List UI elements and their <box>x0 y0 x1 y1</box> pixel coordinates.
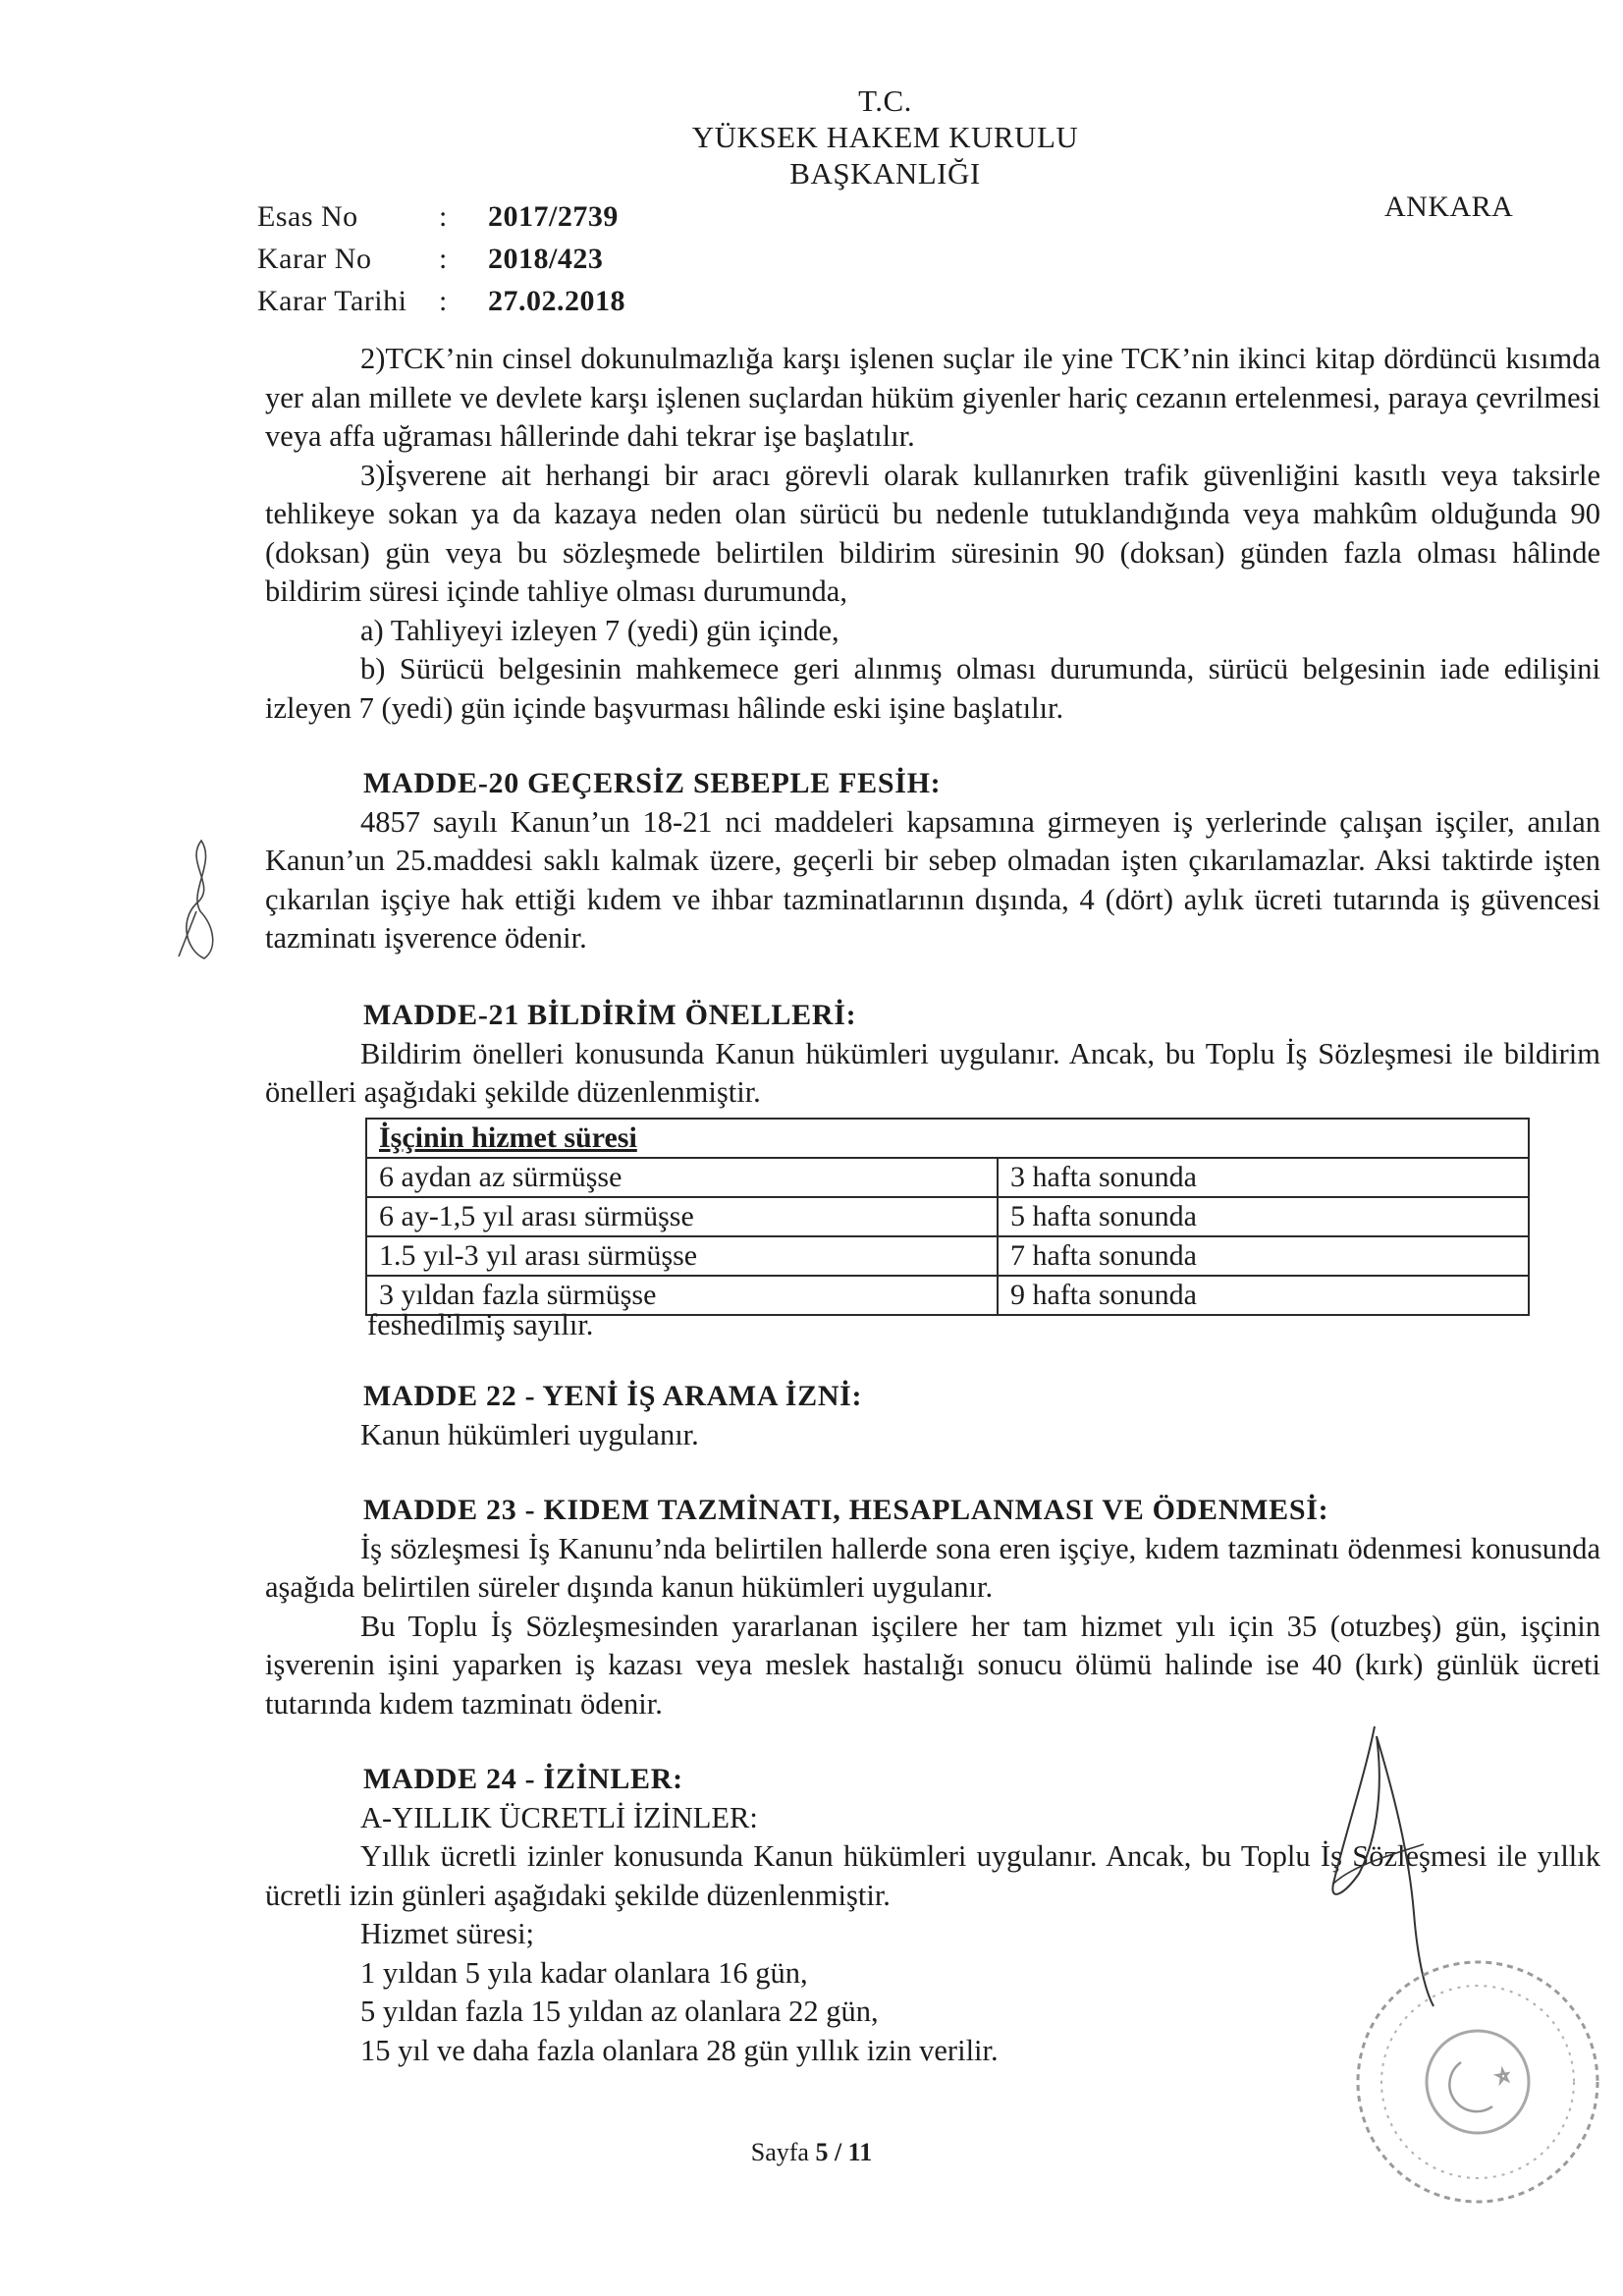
article-22 <box>265 1377 1600 1454</box>
tarih-label: Karar Tarihi <box>257 285 407 317</box>
article-21-body: Bildirim önelleri konusunda Kanun hükümleri uygulanır. Ancak, bu Toplu İş Sözleşmesi ile bildirim önelleri aşağıdaki şekilde düzenlenmiştir. <box>265 1036 1600 1109</box>
table-cell-notice: 3 hafta sonunda <box>998 1158 1529 1197</box>
article-24-title: MADDE 24 - İZİNLER: <box>363 1763 683 1795</box>
article-21-after-text: feshedilmiş sayılır. <box>367 1308 594 1341</box>
margin-initial-mark <box>167 833 236 970</box>
notice-period-table <box>365 1118 1530 1316</box>
header-presidency: BAŞKANLIĞI <box>789 156 981 191</box>
article-23-p2: Bu Toplu İş Sözleşmesinden yararlanan işçilere her tam hizmet yılı için 35 (otuzbeş) gün, işçinin işverenin işini yaparken iş kazası veya meslek hastalığı sonucu ölümü halinde ise 40 (kırk) günlük ücreti tutarında kıdem tazminatı ödenir. <box>265 1609 1600 1721</box>
karar-label: Karar No <box>257 243 372 275</box>
table-cell-duration: 1.5 yıl-3 yıl arası sürmüşse <box>366 1236 998 1276</box>
page-total: 11 <box>847 2138 873 2166</box>
article-24-line-1: Hizmet süresi; <box>360 1917 535 1950</box>
table-row <box>366 1236 1529 1276</box>
karar-colon: : <box>439 243 448 275</box>
item-a: a) Tahliyeyi izleyen 7 (yedi) gün içinde, <box>360 613 839 647</box>
table-cell-notice: 7 hafta sonunda <box>998 1236 1529 1276</box>
esas-value: 2017/2739 <box>488 200 619 233</box>
table-cell-notice: 5 hafta sonunda <box>998 1197 1529 1236</box>
item-b: b) Sürücü belgesinin mahkemece geri alınmış olması durumunda, sürücü belgesinin iade edilişini izleyen 7 (yedi) gün içinde başvurması hâlinde eski işine başlatılır. <box>265 652 1600 725</box>
header-institution: YÜKSEK HAKEM KURULU <box>691 120 1079 154</box>
tarih-value: 27.02.2018 <box>488 285 625 317</box>
case-meta <box>257 195 625 322</box>
table-header-row <box>366 1119 1529 1158</box>
karar-row <box>257 238 625 280</box>
page-current: 5 <box>815 2138 829 2166</box>
article-22-body: Kanun hükümleri uygulanır. <box>360 1417 699 1451</box>
article-24-line-2: 1 yıldan 5 yıla kadar olanlara 16 gün, <box>360 1955 808 1990</box>
table-row <box>366 1197 1529 1236</box>
article-21-after <box>265 1306 1600 1345</box>
karar-value: 2018/423 <box>488 243 604 275</box>
esas-colon: : <box>439 200 448 233</box>
page-separator: / <box>834 2138 842 2166</box>
article-20-body: 4857 sayılı Kanun’un 18-21 nci maddeleri kapsamına girmeyen iş yerlerinde çalışan işçiler, anılan Kanun’un 25.maddesi saklı kalmak üzere, geçerli bir sebep olmadan işten çıkarılamazlar. Aksi taktirde işten çıkarılan işçiye hak ettiği kıdem ve ihbar tazminatlarının dışında, 4 (dört) aylık ücreti tutarında iş güvencesi tazminatı işverence ödenir. <box>265 804 1600 955</box>
article-23 <box>265 1491 1600 1723</box>
esas-row <box>257 195 625 238</box>
page-prefix: Sayfa <box>750 2138 809 2166</box>
tarih-row <box>257 280 625 322</box>
article-24-subtitle: A-YILLIK ÜCRETLİ İZİNLER: <box>360 1800 758 1834</box>
table-cell-duration: 3 yıldan fazla sürmüşse <box>366 1276 998 1315</box>
header-tc: T.C. <box>858 83 912 118</box>
table-cell-duration: 6 ay-1,5 yıl arası sürmüşse <box>366 1197 998 1236</box>
article-21-title: MADDE-21 BİLDİRİM ÖNELLERİ: <box>363 999 857 1031</box>
article-22-title: MADDE 22 - YENİ İŞ ARAMA İZNİ: <box>363 1380 863 1412</box>
article-23-p1: İş sözleşmesi İş Kanunu’nda belirtilen hallerde sona eren işçiye, kıdem tazminatı ödenmesi konusunda aşağıda belirtilen süreler dışında kanun hükümleri uygulanır. <box>265 1531 1600 1604</box>
article-24-body: Yıllık ücretli izinler konusunda Kanun hükümleri uygulanır. Ancak, bu Toplu İş Sözleşmesi ile yıllık ücretli izin günleri aşağıdaki şekilde düzenlenmiştir. <box>265 1839 1600 1912</box>
article-23-title: MADDE 23 - KIDEM TAZMİNATI, HESAPLANMASI VE ÖDENMESİ: <box>363 1494 1329 1526</box>
esas-label: Esas No <box>257 200 358 233</box>
tarih-colon: : <box>439 285 448 317</box>
table-header-cell: İşçinin hizmet süresi <box>366 1119 1529 1158</box>
previous-article-continuation <box>265 340 1600 728</box>
article-24-line-4: 15 yıl ve daha fazla olanlara 28 gün yıllık izin verilir. <box>360 2033 999 2067</box>
header-city: ANKARA <box>1384 191 1514 223</box>
paragraph-3: 3)İşverene ait herhangi bir aracı görevli olarak kullanırken trafik güvenliğini kasıtlı veya taksirle tehlikeye sokan ya da kazaya neden olan sürücü bu nedenle tutuklandığında veya mahkûm olduğunda 90 (doksan) gün veya bu sözleşmede belirtilen bildirim süresinin 90 (doksan) günden fazla olması hâlinde bildirim süresi içinde tahliye olması durumunda, <box>265 458 1600 608</box>
article-24-line-3: 5 yıldan fazla 15 yıldan az olanlara 22 gün, <box>360 1995 879 2028</box>
document-header <box>0 82 1623 191</box>
article-20 <box>265 764 1600 958</box>
official-seal <box>1345 1949 1610 2214</box>
table-row <box>366 1158 1529 1197</box>
table-cell-duration: 6 aydan az sürmüşse <box>366 1158 998 1197</box>
paragraph-2: 2)TCK’nin cinsel dokunulmazlığa karşı işlenen suçlar ile yine TCK’nin ikinci kitap dördüncü kısımda yer alan millete ve devlete karşı işlenen suçlardan hüküm giyenler hariç cezanın ertelenmesi, paraya çevrilmesi veya affa uğraması hâllerinde dahi tekrar işe başlatılır. <box>265 342 1600 453</box>
table-cell-notice: 9 hafta sonunda <box>998 1276 1529 1315</box>
article-21 <box>265 996 1600 1113</box>
article-20-title: MADDE-20 GEÇERSİZ SEBEPLE FESİH: <box>363 767 942 799</box>
